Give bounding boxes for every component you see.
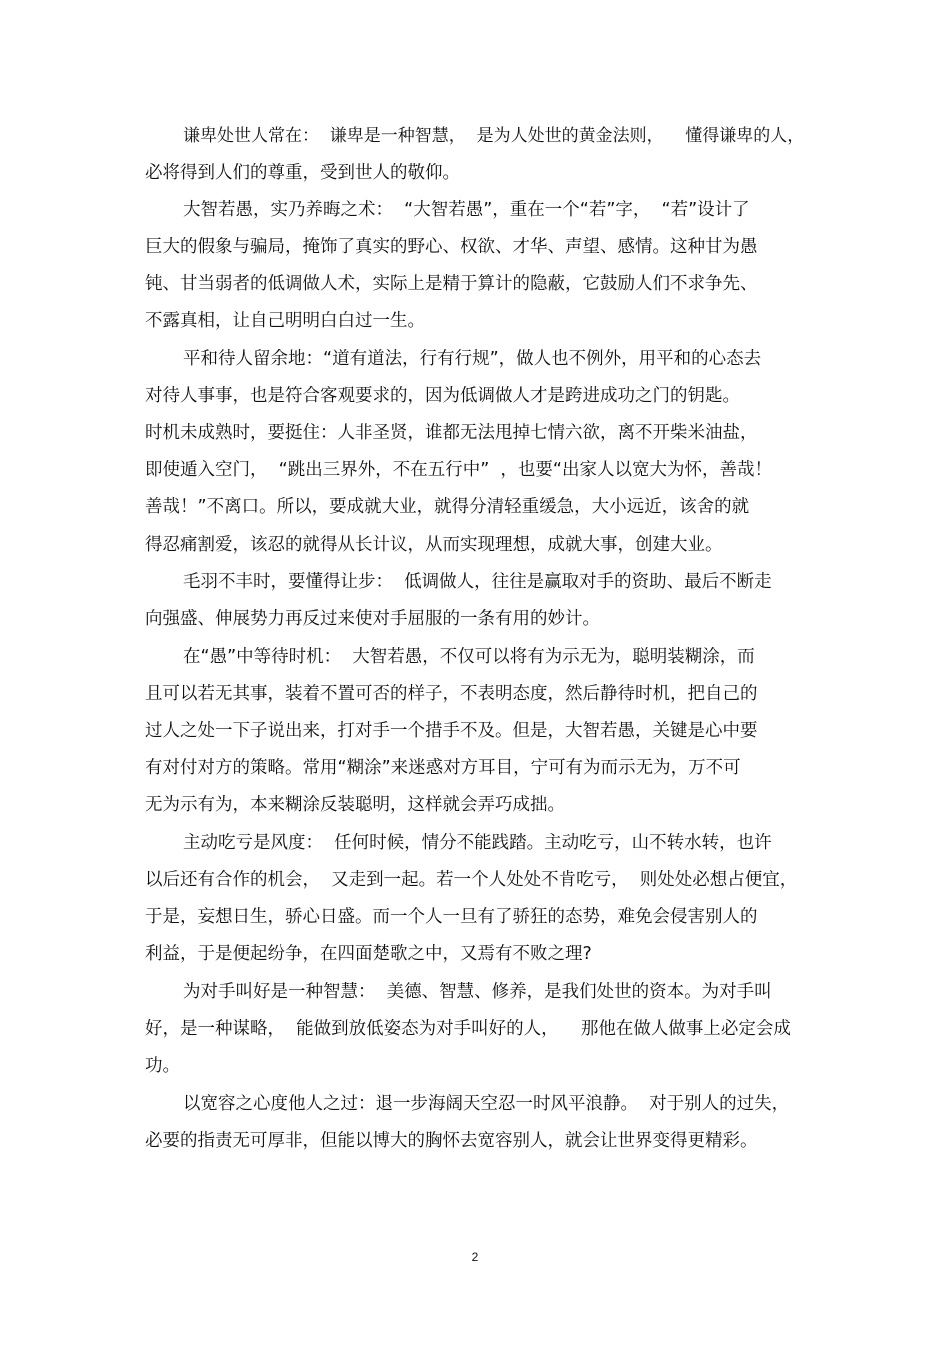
paragraph-line: 为对手叫好是一种智慧： 美德、智慧、修养，是我们处世的资本。为对手叫 — [183, 982, 772, 1002]
paragraph-line: 不露真相，让自己明明白白过一生。 — [145, 311, 425, 331]
paragraph-line: 平和待人留余地：“道有道法，行有行规”，做人也不例外，用平和的心态去 — [183, 349, 762, 369]
paragraph-line: 于是，妄想日生，骄心日盛。而一个人一旦有了骄狂的态势，难免会侵害别人的 — [145, 907, 758, 927]
paragraph-line: 对待人事事，也是符合客观要求的，因为低调做人才是跨进成功之门的钥匙。 — [145, 386, 740, 406]
page-number: 2 — [471, 1250, 479, 1264]
paragraph-line: 无为示有为，本来糊涂反装聪明，这样就会弄巧成拙。 — [145, 795, 565, 815]
paragraph-line: 时机未成熟时，要挺住：人非圣贤，谁都无法甩掉七情六欲，离不开柴米油盐， — [145, 423, 758, 443]
paragraph-line: 谦卑处世人常在： 谦卑是一种智慧， 是为人处世的黄金法则， 懂得谦卑的人， — [183, 126, 805, 146]
paragraph-line: 巨大的假象与骗局，掩饰了真实的野心、权欲、才华、声望、感情。这种甘为愚 — [145, 237, 758, 257]
paragraph-line: 且可以若无其事，装着不置可否的样子，不表明态度，然后静待时机，把自己的 — [145, 684, 758, 704]
paragraph-line: 向强盛、伸展势力再反过来使对手屈服的一条有用的妙计。 — [145, 609, 600, 629]
paragraph-line: 有对付对方的策略。常用“糊涂”来迷惑对方耳目，宁可有为而示无为，万不可 — [145, 758, 741, 778]
paragraph-line: 功。 — [145, 1056, 180, 1076]
paragraph-line: 必要的指责无可厚非，但能以博大的胸怀去宽容别人，就会让世界变得更精彩。 — [145, 1131, 758, 1151]
paragraph-line: 以后还有合作的机会， 又走到一起。若一个人处处不肯吃亏， 则处处必想占便宜， — [145, 870, 798, 890]
paragraph-line: 必将得到人们的尊重，受到世人的敬仰。 — [145, 163, 460, 183]
paragraph-line: 主动吃亏是风度： 任何时候，情分不能践踏。主动吃亏，山不转水转，也许 — [183, 833, 772, 853]
paragraph-line: 大智若愚，实乃养晦之术： “大智若愚”，重在一个“若”字， “若”设计了 — [183, 200, 750, 220]
paragraph-line: 善哉！”不离口。所以，要成就大业，就得分清轻重缓急，大小远近，该舍的就 — [145, 497, 750, 517]
paragraph-line: 过人之处一下子说出来，打对手一个措手不及。但是，大智若愚，关键是心中要 — [145, 721, 758, 741]
paragraph-line: 以宽容之心度他人之过：退一步海阔天空忍一时风平浪静。 对于别人的过失， — [183, 1094, 790, 1114]
paragraph-line: 即使遁入空门， “跳出三界外，不在五行中” ，也要“出家人以宽大为怀，善哉！ — [145, 460, 772, 480]
paragraph-line: 得忍痛割爱，该忍的就得从长计议，从而实现理想，成就大事，创建大业。 — [145, 535, 723, 555]
paragraph-line: 在“愚”中等待时机： 大智若愚，不仅可以将有为示无为，聪明装糊涂，而 — [183, 647, 755, 667]
paragraph-line: 毛羽不丰时，要懂得让步： 低调做人，往往是赢取对手的资助、最后不断走 — [183, 572, 772, 592]
paragraph-line: 好，是一种谋略， 能做到放低姿态为对手叫好的人， 那他在做人做事上必定会成 — [145, 1019, 791, 1039]
paragraph-line: 利益，于是便起纷争，在四面楚歌之中，又焉有不败之理? — [145, 944, 592, 964]
paragraph-line: 钝、甘当弱者的低调做人术，实际上是精于算计的隐蔽，它鼓励人们不求争先、 — [145, 274, 758, 294]
